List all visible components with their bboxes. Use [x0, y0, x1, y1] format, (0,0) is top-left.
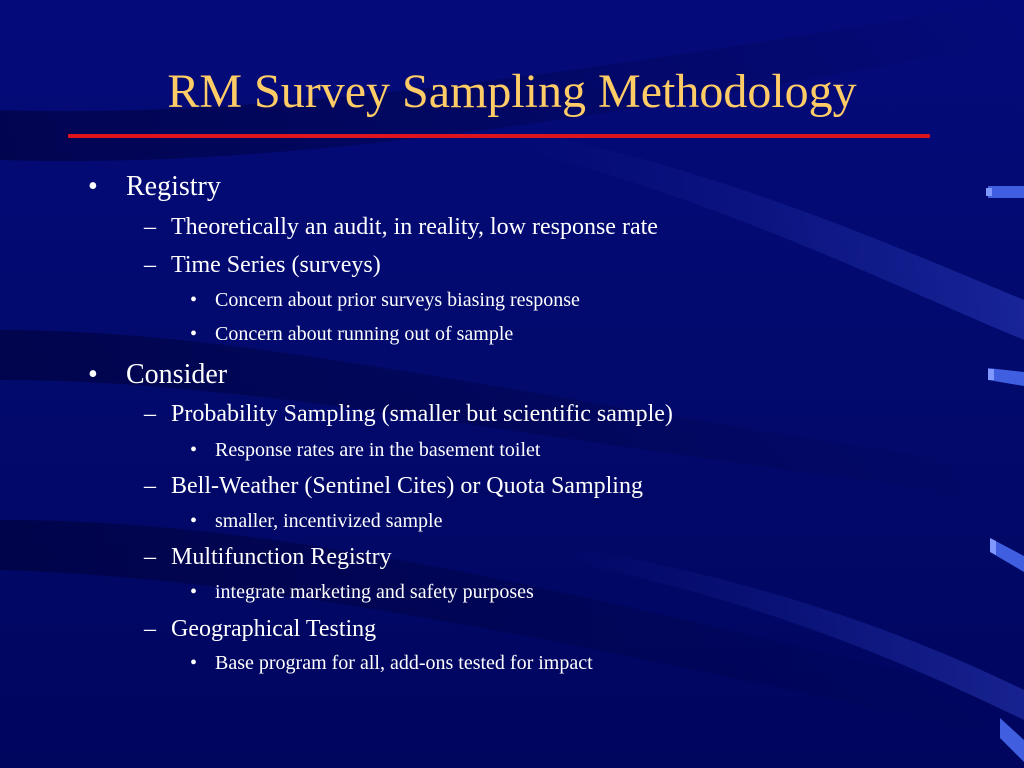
outline-item-level2: Theoretically an audit, in reality, low response rate — [171, 214, 658, 240]
slide-title: RM Survey Sampling Methodology — [167, 65, 857, 118]
outline-item-level3: Base program for all, add-ons tested for impact — [215, 652, 593, 674]
outline-item-level2: Geographical Testing — [171, 616, 377, 642]
outline-item-level3: Concern about running out of sample — [215, 323, 514, 345]
bullet-marker: • — [190, 323, 198, 345]
outline-item-level2: Time Series (surveys) — [171, 252, 381, 278]
outline-item-level2: Multifunction Registry — [171, 544, 392, 570]
outline-item-level3: smaller, incentivized sample — [215, 510, 443, 532]
dash-marker: – — [144, 473, 156, 499]
bullet-marker: • — [88, 359, 98, 390]
dash-marker: – — [144, 252, 156, 278]
outline-item-level2: Bell-Weather (Sentinel Cites) or Quota Sampling — [171, 473, 643, 499]
outline-item-level1: Registry — [126, 171, 221, 202]
bullet-marker: • — [88, 171, 98, 202]
dash-marker: – — [144, 544, 156, 570]
outline-item-level1: Consider — [126, 359, 228, 390]
outline-item-level3: Concern about prior surveys biasing response — [215, 289, 580, 311]
bullet-marker: • — [190, 581, 198, 603]
dash-marker: – — [144, 401, 156, 427]
bullet-marker: • — [190, 439, 198, 461]
bullet-marker: • — [190, 510, 198, 532]
outline-item-level2: Probability Sampling (smaller but scientific sample) — [171, 401, 673, 427]
outline-item-level3: integrate marketing and safety purposes — [215, 581, 534, 603]
dash-marker: – — [144, 616, 156, 642]
dash-marker: – — [144, 214, 156, 240]
bullet-marker: • — [190, 652, 198, 674]
outline-item-level3: Response rates are in the basement toilet — [215, 439, 541, 461]
bullet-marker: • — [190, 289, 198, 311]
